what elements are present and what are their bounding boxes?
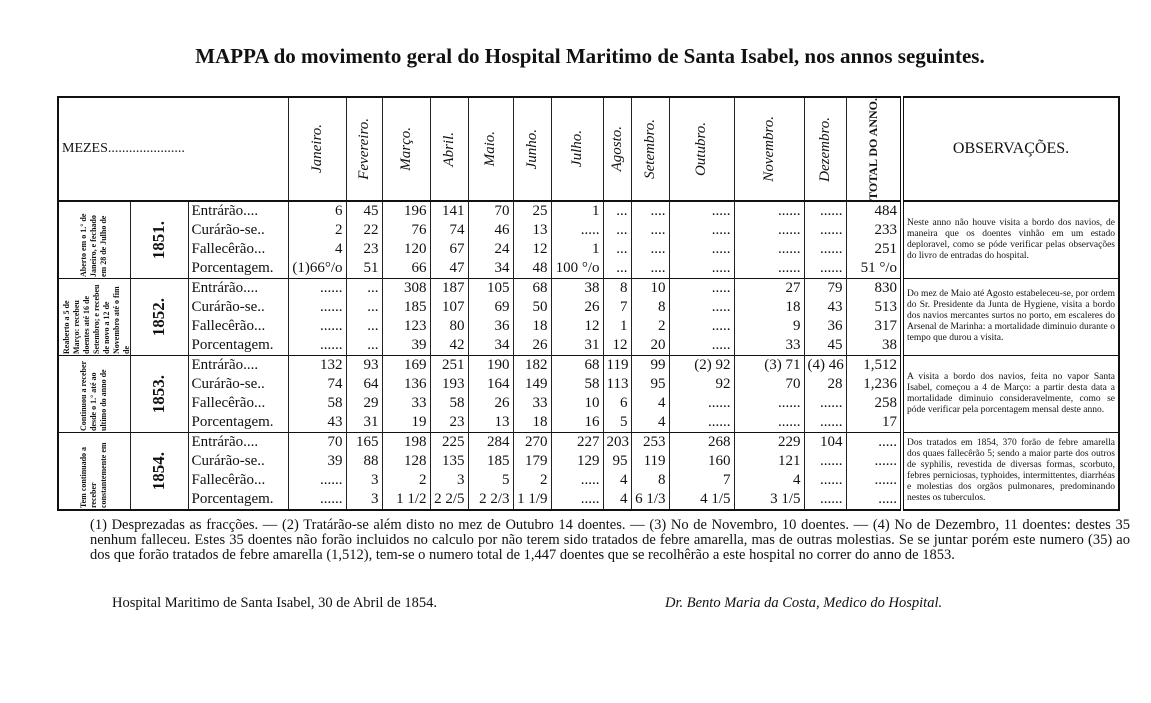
month-header: [551, 97, 603, 201]
month-cell: 43: [804, 298, 846, 317]
month-cell: ......: [804, 413, 846, 433]
month-cell: ......: [288, 490, 346, 510]
signature: Dr. Bento Maria da Costa, Medico do Hospital.: [665, 595, 943, 611]
month-cell: 2 2/5: [430, 490, 468, 510]
month-cell: ...: [603, 221, 631, 240]
year-label: 1851.: [149, 220, 168, 260]
month-cell: 58: [430, 394, 468, 413]
month-cell: 123: [382, 317, 430, 336]
month-cell: 74: [430, 221, 468, 240]
hospital-movement-table: [57, 96, 1120, 511]
month-cell: 24: [468, 240, 513, 259]
month-cell: 225: [430, 432, 468, 452]
month-cell: 46: [468, 221, 513, 240]
month-cell: ......: [734, 394, 804, 413]
row-label: Porcentagem.: [188, 336, 288, 356]
month-cell: ...: [603, 259, 631, 279]
month-cell: 9: [734, 317, 804, 336]
total-cell: 17: [846, 413, 902, 433]
month-cell: 251: [430, 355, 468, 375]
month-cell: 268: [669, 432, 734, 452]
month-cell: 70: [288, 432, 346, 452]
table-row: [58, 432, 1119, 452]
month-cell: 104: [804, 432, 846, 452]
month-label: Julho.: [568, 130, 585, 168]
month-cell: 20: [631, 336, 669, 356]
month-cell: 5: [468, 471, 513, 490]
month-cell: ....: [631, 201, 669, 221]
month-cell: 33: [734, 336, 804, 356]
month-cell: 128: [382, 452, 430, 471]
month-cell: (1)66°/o: [288, 259, 346, 279]
month-label: Maio.: [482, 131, 499, 167]
month-cell: ......: [288, 336, 346, 356]
month-cell: 13: [513, 221, 551, 240]
month-cell: .....: [669, 317, 734, 336]
signature-line: [112, 595, 1042, 612]
month-cell: 8: [631, 471, 669, 490]
observations-header: OBSERVAÇÕES.: [902, 97, 1119, 201]
month-cell: ......: [734, 221, 804, 240]
month-cell: 100 °/o: [551, 259, 603, 279]
month-cell: 7: [669, 471, 734, 490]
place-date: Hospital Maritimo de Santa Isabel, 30 de Abril de 1854.: [112, 595, 437, 611]
month-cell: 6: [288, 201, 346, 221]
month-cell: 149: [513, 375, 551, 394]
month-label: Outubro.: [693, 121, 710, 176]
year-note-text: Continuou a receber desde o 1.° até ao ultimo do anno de: [79, 360, 109, 431]
month-cell: 105: [468, 278, 513, 298]
month-cell: 3: [346, 490, 382, 510]
month-cell: 8: [631, 298, 669, 317]
month-cell: 36: [804, 317, 846, 336]
month-cell: ....: [631, 259, 669, 279]
month-cell: 10: [631, 278, 669, 298]
month-cell: ......: [288, 471, 346, 490]
month-cell: ......: [734, 201, 804, 221]
month-cell: (2) 92: [669, 355, 734, 375]
month-cell: ......: [669, 394, 734, 413]
total-cell: 1,236: [846, 375, 902, 394]
month-cell: ...: [346, 317, 382, 336]
month-label: Junho.: [523, 128, 540, 170]
total-cell: 51 °/o: [846, 259, 902, 279]
month-cell: .....: [551, 490, 603, 510]
month-cell: 58: [288, 394, 346, 413]
month-cell: 23: [346, 240, 382, 259]
row-label: Entrárão....: [188, 355, 288, 375]
month-cell: 67: [430, 240, 468, 259]
month-cell: 4: [631, 394, 669, 413]
month-cell: 203: [603, 432, 631, 452]
month-cell: 270: [513, 432, 551, 452]
month-cell: 2: [513, 471, 551, 490]
month-cell: .....: [669, 278, 734, 298]
total-header: [846, 97, 902, 201]
month-cell: 2: [631, 317, 669, 336]
month-label: Março.: [397, 127, 414, 171]
month-cell: 50: [513, 298, 551, 317]
row-label: Fallecêrão...: [188, 240, 288, 259]
total-cell: 233: [846, 221, 902, 240]
row-label: Curárão-se..: [188, 375, 288, 394]
total-cell: 513: [846, 298, 902, 317]
month-cell: 66: [382, 259, 430, 279]
month-cell: ......: [288, 298, 346, 317]
month-cell: 29: [346, 394, 382, 413]
month-cell: (4) 46: [804, 355, 846, 375]
month-cell: 76: [382, 221, 430, 240]
month-cell: 182: [513, 355, 551, 375]
month-cell: 68: [513, 278, 551, 298]
month-cell: 25: [513, 201, 551, 221]
month-cell: 31: [551, 336, 603, 356]
month-header: [804, 97, 846, 201]
month-cell: 308: [382, 278, 430, 298]
month-cell: 160: [669, 452, 734, 471]
month-cell: 47: [430, 259, 468, 279]
year-note: [58, 201, 130, 279]
month-cell: ...: [603, 201, 631, 221]
month-cell: 187: [430, 278, 468, 298]
month-cell: 74: [288, 375, 346, 394]
year-cell: [130, 432, 188, 510]
row-label: Porcentagem.: [188, 490, 288, 510]
month-cell: 43: [288, 413, 346, 433]
row-label: Porcentagem.: [188, 259, 288, 279]
month-cell: 88: [346, 452, 382, 471]
observation-cell: Dos tratados em 1854, 370 forão de febre amarella dos quaes fallecêrão 5; sendo a maior parte dos outros de syphilis, revestida de diversas formas, scorbuto, febres perniciosas, typhoides, intermittentes, diarrhéas e molestias dos orgãos pulmonares, predominando nestes os tuberculos.: [902, 432, 1119, 510]
month-cell: 6 1/3: [631, 490, 669, 510]
row-label: Curárão-se..: [188, 298, 288, 317]
month-cell: 34: [468, 336, 513, 356]
month-cell: 1: [551, 240, 603, 259]
month-cell: .....: [551, 221, 603, 240]
month-label: Dezembro.: [816, 116, 833, 182]
month-cell: 253: [631, 432, 669, 452]
month-cell: 107: [430, 298, 468, 317]
month-cell: 1: [603, 317, 631, 336]
month-label: Novembro.: [760, 116, 777, 182]
month-label: Setembro.: [641, 119, 658, 179]
month-cell: 18: [734, 298, 804, 317]
total-cell: 258: [846, 394, 902, 413]
month-cell: .....: [669, 201, 734, 221]
month-cell: ....: [631, 221, 669, 240]
year-note-text: Aberto em o 1.° de Janeiro, e fechado em 28 de Julho de: [79, 213, 109, 277]
month-cell: 26: [468, 394, 513, 413]
month-cell: 34: [468, 259, 513, 279]
month-cell: 79: [804, 278, 846, 298]
observation-cell: Do mez de Maio até Agosto estabeleceu-se, por ordem do Sr. Presidente da Junta de Hygiene, visita a bordo dos navios mercantes surtos no porto, em escaleres do Arsenal de Marinha: a mortalidade diminuio durante o tempo que durou a visita.: [902, 278, 1119, 355]
month-cell: 198: [382, 432, 430, 452]
month-cell: ...: [346, 298, 382, 317]
total-cell: ......: [846, 452, 902, 471]
month-cell: 164: [468, 375, 513, 394]
month-cell: ......: [804, 452, 846, 471]
month-cell: 36: [468, 317, 513, 336]
table-row: [58, 278, 1119, 298]
month-cell: ......: [804, 201, 846, 221]
row-label: Entrárão....: [188, 432, 288, 452]
month-cell: ......: [804, 394, 846, 413]
month-cell: 58: [551, 375, 603, 394]
row-label: Porcentagem.: [188, 413, 288, 433]
month-cell: 4: [603, 471, 631, 490]
row-label: Fallecêrão...: [188, 317, 288, 336]
total-cell: 830: [846, 278, 902, 298]
month-cell: (3) 71: [734, 355, 804, 375]
year-label: 1852.: [149, 297, 168, 337]
month-header: [468, 97, 513, 201]
month-label: Abril.: [440, 131, 457, 167]
month-cell: ...: [346, 336, 382, 356]
month-cell: ......: [734, 413, 804, 433]
month-cell: 129: [551, 452, 603, 471]
year-label: 1853.: [149, 374, 168, 414]
month-header: [430, 97, 468, 201]
month-header: [603, 97, 631, 201]
month-cell: 45: [804, 336, 846, 356]
month-cell: 4: [603, 490, 631, 510]
month-cell: 132: [288, 355, 346, 375]
page-title: MAPPA do movimento geral do Hospital Maritimo de Santa Isabel, nos annos seguintes.: [195, 44, 985, 68]
month-label: Janeiro.: [308, 124, 325, 174]
month-cell: 80: [430, 317, 468, 336]
month-cell: 169: [382, 355, 430, 375]
month-cell: 4: [734, 471, 804, 490]
month-cell: ......: [804, 490, 846, 510]
year-label: 1854.: [149, 451, 168, 491]
total-cell: .....: [846, 432, 902, 452]
month-cell: 93: [346, 355, 382, 375]
month-cell: 19: [382, 413, 430, 433]
month-cell: 1: [551, 201, 603, 221]
month-cell: 23: [430, 413, 468, 433]
year-note-text: Reaberto a 5 de Março: recebeu doentes até 16 de Setembro; e recebeu de novo a 12 de Novembro até o fim de: [62, 284, 131, 354]
month-cell: 2: [382, 471, 430, 490]
month-cell: 119: [631, 452, 669, 471]
month-cell: 16: [551, 413, 603, 433]
month-header: [669, 97, 734, 201]
year-cell: [130, 201, 188, 279]
year-note: [58, 432, 130, 510]
month-cell: 196: [382, 201, 430, 221]
month-cell: 99: [631, 355, 669, 375]
month-cell: 95: [603, 452, 631, 471]
year-note: [58, 355, 130, 432]
month-cell: 48: [513, 259, 551, 279]
month-cell: 3: [346, 471, 382, 490]
month-cell: 70: [734, 375, 804, 394]
month-cell: 1 1/2: [382, 490, 430, 510]
month-cell: ......: [804, 471, 846, 490]
month-cell: ......: [804, 240, 846, 259]
month-header: [631, 97, 669, 201]
month-header: [346, 97, 382, 201]
months-header: MEZES......................: [58, 97, 288, 201]
month-cell: 135: [430, 452, 468, 471]
month-cell: 7: [603, 298, 631, 317]
month-cell: 95: [631, 375, 669, 394]
total-cell: 38: [846, 336, 902, 356]
month-cell: 193: [430, 375, 468, 394]
month-cell: 4 1/5: [669, 490, 734, 510]
table-row: [58, 355, 1119, 375]
month-cell: 3: [430, 471, 468, 490]
month-cell: 284: [468, 432, 513, 452]
row-label: Entrárão....: [188, 201, 288, 221]
month-cell: 179: [513, 452, 551, 471]
year-cell: [130, 355, 188, 432]
month-cell: .....: [669, 240, 734, 259]
month-cell: ......: [288, 278, 346, 298]
month-cell: 31: [346, 413, 382, 433]
month-cell: ......: [804, 259, 846, 279]
month-cell: 22: [346, 221, 382, 240]
month-cell: 4: [631, 413, 669, 433]
month-cell: 18: [513, 413, 551, 433]
month-cell: 119: [603, 355, 631, 375]
month-cell: 18: [513, 317, 551, 336]
month-cell: 12: [513, 240, 551, 259]
month-label: Agosto.: [608, 126, 625, 172]
month-cell: 4: [288, 240, 346, 259]
month-cell: 120: [382, 240, 430, 259]
month-cell: 39: [382, 336, 430, 356]
month-cell: 33: [513, 394, 551, 413]
month-cell: 3 1/5: [734, 490, 804, 510]
month-cell: 227: [551, 432, 603, 452]
month-cell: 64: [346, 375, 382, 394]
month-cell: 1 1/9: [513, 490, 551, 510]
total-cell: 484: [846, 201, 902, 221]
month-cell: 185: [382, 298, 430, 317]
row-label: Fallecêrão...: [188, 394, 288, 413]
month-cell: 121: [734, 452, 804, 471]
month-cell: 13: [468, 413, 513, 433]
month-cell: 33: [382, 394, 430, 413]
total-cell: 1,512: [846, 355, 902, 375]
year-note-text: Tem continuado a receber constantemente em: [79, 442, 109, 508]
month-cell: 68: [551, 355, 603, 375]
footnotes: (1) Desprezadas as fracções. — (2) Tratárão-se além disto no mez de Outubro 14 doentes. — (3) No de Novembro, 10 doentes. — (4) No de Dezembro, 11 doentes: destes 35 nenhum falleceu. Estes 35 doentes não forão incluidos no calculo por não terem sido tratados de febre amarella, mas de outras molestias. Se se juntar porém este numero (35) ao dos que forão tratados de febre amarella (1,512), tem-se o numero total de 1,447 doentes que se recolhêrão a este hospital no correr do anno de 1853.: [90, 517, 1130, 563]
month-cell: .....: [551, 471, 603, 490]
month-cell: 45: [346, 201, 382, 221]
month-cell: ......: [288, 317, 346, 336]
observation-cell: Neste anno não houve visita a bordo dos navios, de maneira que os doentes vinhão em um estado deploravel, como se póde verificar pelas observações do livro de entradas do hospital.: [902, 201, 1119, 279]
month-cell: 10: [551, 394, 603, 413]
month-cell: 136: [382, 375, 430, 394]
row-label: Curárão-se..: [188, 221, 288, 240]
table-row: [58, 201, 1119, 221]
month-cell: 69: [468, 298, 513, 317]
month-cell: 8: [603, 278, 631, 298]
month-cell: 5: [603, 413, 631, 433]
month-cell: ...: [603, 240, 631, 259]
month-cell: ......: [804, 221, 846, 240]
month-header: [513, 97, 551, 201]
total-cell: ......: [846, 471, 902, 490]
month-cell: 27: [734, 278, 804, 298]
total-label: TOTAL DO ANNO.: [865, 98, 880, 200]
month-cell: 51: [346, 259, 382, 279]
observation-cell: A visita a bordo dos navios, feita no vapor Santa Isabel, começou a 4 de Março: a partir desta data a mortalidade diminuio consideravelmente, como se póde verificar pela porcentagem mensal deste anno.: [902, 355, 1119, 432]
month-cell: 229: [734, 432, 804, 452]
month-cell: 28: [804, 375, 846, 394]
month-header: [734, 97, 804, 201]
month-cell: 42: [430, 336, 468, 356]
month-cell: 190: [468, 355, 513, 375]
month-cell: ...: [346, 278, 382, 298]
row-label: Curárão-se..: [188, 452, 288, 471]
month-cell: .....: [669, 221, 734, 240]
month-cell: 12: [551, 317, 603, 336]
month-header: [288, 97, 346, 201]
month-cell: 12: [603, 336, 631, 356]
month-cell: 2: [288, 221, 346, 240]
month-cell: ....: [631, 240, 669, 259]
month-cell: 38: [551, 278, 603, 298]
month-cell: ......: [734, 240, 804, 259]
month-cell: 185: [468, 452, 513, 471]
total-cell: .....: [846, 490, 902, 510]
month-cell: 2 2/3: [468, 490, 513, 510]
month-cell: 141: [430, 201, 468, 221]
month-cell: 26: [513, 336, 551, 356]
month-cell: .....: [669, 298, 734, 317]
year-note: [58, 278, 130, 355]
row-label: Fallecêrão...: [188, 471, 288, 490]
month-cell: .....: [669, 259, 734, 279]
year-cell: [130, 278, 188, 355]
month-cell: 6: [603, 394, 631, 413]
month-cell: 39: [288, 452, 346, 471]
total-cell: 251: [846, 240, 902, 259]
month-cell: ......: [734, 259, 804, 279]
month-cell: 26: [551, 298, 603, 317]
row-label: Entrárão....: [188, 278, 288, 298]
month-header: [382, 97, 430, 201]
month-cell: .....: [669, 336, 734, 356]
total-cell: 317: [846, 317, 902, 336]
month-cell: 70: [468, 201, 513, 221]
month-cell: ......: [669, 413, 734, 433]
month-label: Fevereiro.: [355, 118, 372, 180]
month-cell: 92: [669, 375, 734, 394]
month-cell: 165: [346, 432, 382, 452]
month-cell: 113: [603, 375, 631, 394]
